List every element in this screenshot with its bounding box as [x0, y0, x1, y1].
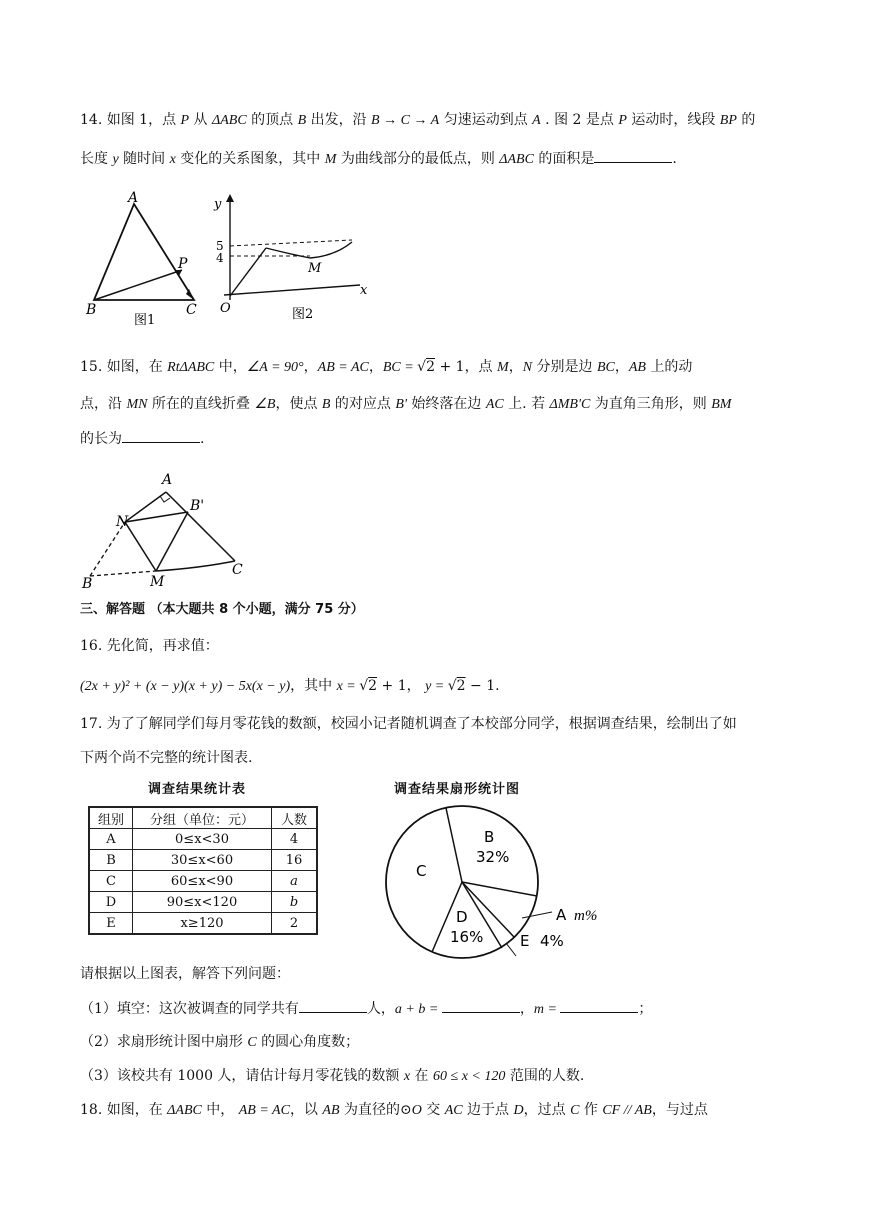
q17-part-2: （2）求扇形统计图中扇形 C 的圆心角度数； [80, 1034, 360, 1050]
table-cell: B [89, 850, 133, 871]
table-cell: b [272, 892, 318, 913]
label-y: y [214, 197, 222, 212]
label-o: O [220, 301, 231, 316]
label-c: C [232, 562, 243, 578]
table-cell: E [89, 913, 133, 935]
pie-pct-b: 32% [476, 848, 510, 866]
label-p: P [178, 256, 188, 272]
triangle-abc-shape [94, 204, 194, 300]
dash-5 [230, 240, 352, 246]
caption-fig1: 图1 [134, 313, 156, 328]
header-cell: 分组（单位：元） [133, 807, 272, 829]
dashed-bm [90, 571, 156, 576]
label-x: x [360, 283, 368, 298]
q17-prompt: 请根据以上图表，解答下列问题： [80, 966, 290, 982]
table-cell: a [272, 871, 318, 892]
q14-line-1: 14. 如图 1，点 P 从 ΔABC 的顶点 B 出发，沿 B → C → A 匀速运动到点 A . 图 2 是点 P 运动时，线段 BP 的 [80, 112, 756, 128]
q17-part-1: （1）填空：这次被调查的同学共有 人，a + b = ，m = ； [80, 998, 652, 1020]
q15-line-2: 点，沿 MN 所在的直线折叠 ∠B，使点 B 的对应点 B' 始终落在边 AC 上. 若 ΔMB'C 为直角三角形，则 BM [80, 396, 732, 412]
q14-figure-1 [82, 190, 212, 330]
pie-label-c: C [416, 862, 427, 880]
label-m: M [308, 261, 322, 276]
leader-a [522, 912, 552, 918]
q18-line-1: 18. 如图，在 ΔABC 中， AB = AC，以 AB 为直径的⊙O 交 AC 边于点 D，过点 C 作 CF // AB，与过点 [80, 1102, 708, 1118]
q14-answer-blank [594, 148, 672, 163]
fold-line-mn [125, 522, 156, 571]
label-m: M [150, 574, 165, 590]
section-3-heading: 三、解答题 （本大题共 8 个小题，满分 75 分） [80, 602, 364, 617]
table-cell: x≥120 [133, 913, 272, 935]
blank-m [560, 998, 638, 1013]
table-title: 调查结果统计表 [148, 782, 247, 797]
q15-figure [80, 466, 250, 591]
pie-pct-d: 16% [450, 928, 484, 946]
segment-nbp [125, 512, 188, 522]
side-mc [156, 561, 235, 571]
q17-part-3: （3）该校共有 1000 人，请估计每月零花钱的数额 x 在 60 ≤ x < 120 范围的人数. [80, 1068, 585, 1084]
segment-mbp [156, 512, 188, 571]
leader-e [506, 943, 516, 956]
pie-label-d: D [456, 908, 468, 926]
table-row [89, 850, 317, 871]
pie-pct-e: 4% [540, 932, 564, 950]
blank-total [299, 998, 367, 1013]
label-a: A [128, 190, 139, 206]
table-cell: 16 [272, 850, 318, 871]
table-cell: 90≤x<120 [133, 892, 272, 913]
label-bprime: B' [190, 498, 205, 514]
q17-line-1: 17. 为了了解同学们每月零花钱的数额，校园小记者随机调查了本校部分同学，根据调查结果，绘制出了如 [80, 716, 737, 732]
table-row [89, 913, 317, 935]
pie-divider [446, 808, 462, 882]
table-cell: A [89, 829, 133, 850]
table-cell: 0≤x<30 [133, 829, 272, 850]
pie-label-a: A [556, 906, 567, 924]
q16-line-2: (2x + y)² + (x − y)(x + y) − 5x(x − y)，其中 x = √2 + 1， y = √2 − 1. [80, 678, 500, 694]
header-cell: 人数 [272, 807, 318, 829]
label-a: A [162, 472, 173, 488]
table-cell: C [89, 871, 133, 892]
table-cell: D [89, 892, 133, 913]
table-cell: 2 [272, 913, 318, 935]
q16-line-1: 16. 先化简，再求值： [80, 638, 219, 654]
pie-label-e: E [520, 932, 530, 950]
table-row [89, 829, 317, 850]
survey-table [88, 806, 318, 935]
tick-5: 5 [216, 239, 224, 253]
graph-linear-part [230, 248, 266, 296]
right-angle-a [160, 496, 170, 502]
pie-pct-a: m% [574, 908, 598, 924]
pie-title: 调查结果扇形统计图 [394, 782, 521, 797]
table-row [89, 892, 317, 913]
q15-line-1: 15. 如图，在 RtΔABC 中，∠A = 90°，AB = AC，BC = √2 + 1，点 M，N 分别是边 BC，AB 上的动 [80, 359, 693, 375]
dashed-bn [90, 522, 125, 576]
q14-figure-2 [210, 190, 370, 330]
table-header-row [89, 807, 317, 829]
q15-line-3: 的长为 . [80, 428, 204, 449]
table-row [89, 871, 317, 892]
table-cell: 60≤x<90 [133, 871, 272, 892]
q15-answer-blank [122, 428, 200, 443]
table-cell: 4 [272, 829, 318, 850]
y-arrow [226, 194, 234, 202]
x-axis [224, 285, 360, 295]
caption-fig2: 图2 [292, 307, 314, 322]
table-cell: 30≤x<60 [133, 850, 272, 871]
tick-4: 4 [216, 251, 224, 265]
header-cell: 组别 [89, 807, 133, 829]
segment-bp [94, 270, 182, 300]
q14-line-2: 长度 y 随时间 x 变化的关系图象，其中 M 为曲线部分的最低点，则 ΔABC 的面积是 . [80, 148, 677, 170]
label-n: N [116, 514, 129, 530]
label-c: C [186, 302, 197, 318]
tick-bp [192, 518, 196, 522]
q17-line-2: 下两个尚不完整的统计图表. [80, 750, 253, 766]
label-b: B [86, 302, 97, 318]
pie-chart [380, 800, 610, 960]
blank-a-plus-b [442, 998, 520, 1013]
label-b: B [82, 576, 93, 591]
pie-label-b: B [484, 828, 495, 846]
